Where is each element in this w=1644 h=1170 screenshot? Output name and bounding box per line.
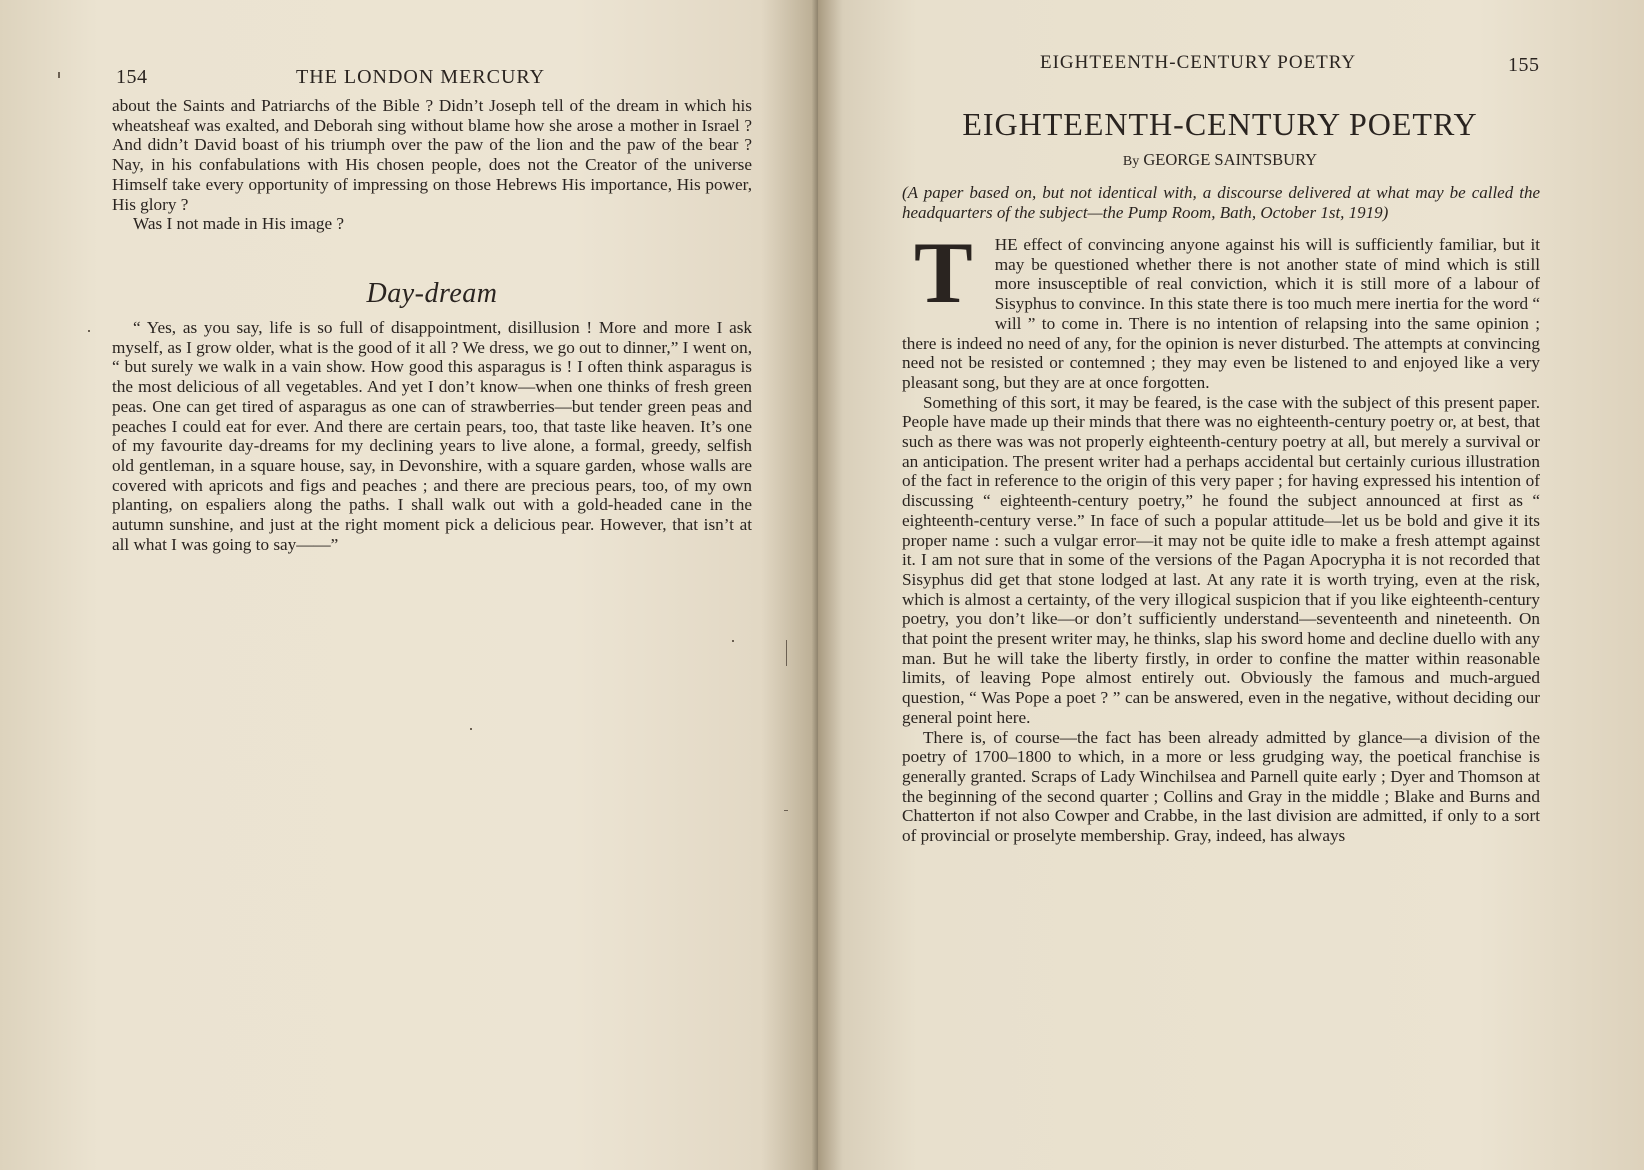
opening-paragraph: about the Saints and Patriarchs of the Bible ? Didn’t Joseph tell of the dream in which his wheatsheaf was exalted, and Deborah sing without blame how she arose a mother in Israel ? And didn’t David boast of his triumph over the paw of the lion and the paw of the bear ? Nay, in his confabulations with His chosen people, does not the Creator of the universe Himself take every opportunity of impressing on those Hebrews His importance, His power, His glory ?	[112, 96, 752, 214]
print-speck	[88, 330, 90, 332]
author-name: GEORGE SAINTSBURY	[1143, 150, 1318, 169]
left-opening-text	[112, 96, 752, 234]
paragraph-1-text: HE effect of convincing anyone against his will is sufficiently familiar, but it may be questioned whether there is not another state of mind which is still more insusceptible of real conviction, which it is still more of a labour of Sisyphus to convince. In this state there is too much mere inertia for the word “ will ” to come in. There is no intention of relapsing into the same opinion ; there is indeed no need of any, for the opinion is never disturbed. The attempts at convincing need not be resisted or contemned ; they may even be listened to and enjoyed like a very pleasant song, but they are at once forgotten.	[902, 235, 1540, 392]
right-running-head: EIGHTEENTH-CENTURY POETRY	[1040, 52, 1357, 73]
left-page	[0, 0, 818, 1170]
right-page-number: 155	[1508, 54, 1540, 76]
article-paragraph-3: There is, of course—the fact has been already admitted by glance—a division of the poetry of 1700–1800 to which, in a more or less grudging way, the poetical franchise is generally granted. Scraps of Lady Winchilsea and Parnell quite early ; Dyer and Thomson at the beginning of the second quarter ; Collins and Gray in the middle ; Blake and Burns and Chatterton if not also Cowper and Crabbe, in the last division are admitted, if only to a sort of provincial or proselyte membership. Gray, indeed, has always	[902, 727, 1540, 846]
left-page-number: 154	[116, 66, 148, 88]
print-speck	[470, 728, 472, 730]
article-paragraph-2: Something of this sort, it may be feared, is the case with the subject of this present paper. People have made up their minds that there was no eighteenth-century poetry or, at best, that such as there was was not properly eighteenth-century poetry at all, but merely a survival or an anticipation. The present writer had a perhaps accidental but certainly curious illustration of the fact in reference to the origin of this very paper ; for having expressed his intention of discussing “ eighteenth-century poetry,” he found the subject announced at first as “ eighteenth-century verse.” In face of such a popular attitude—let us be bold and give it its proper name : such a vulgar error—it may not be quite idle to make a fresh attempt against it. I am not sure that in some of the versions of the Pagan Apocrypha it is not recorded that Sisyphus did get that stone lodged at last. At any rate it is worth trying, even at the risk, which is almost a certainty, of the very illogical suspicion that if you like eighteenth-century poetry, you don’t like—or don’t sufficiently understand—seventeenth and nineteenth. On that point the present writer may, he thinks, slap his sword home and decline duello with any man. But he will take the liberty firstly, in order to confine the matter within reasonable limits, of leaving Pope almost entirely out. Obviously the famous and much-argued question, “ Was Pope a poet ? ” can be answered, even in the negative, without deciding our general point here.	[902, 392, 1540, 727]
daydream-paragraph: “ Yes, as you say, life is so full of disappointment, disillusion ! More and more I ask myself, as I grow older, what is the good of it all ? We dress, we go out to dinner,” I went on, “ but surely we walk in a vain show. How good this asparagus is ! I often think asparagus is the most delicious of all vegetables. And yet I don’t know—when one thinks of fresh green peas. One can get tired of asparagus as one can of strawberries—but tender green peas and peaches I could eat for ever. And there are certain pears, too, that taste like heaven. It’s one of my favourite day-dreams for my declining years to live alone, a formal, greedy, selfish old gentleman, in a square house, say, in Devonshire, with a square garden, whose walls are covered with apricots and figs and peaches ; and there are precious pears, too, of my own planting, on espaliers along the paths. I shall walk out with a gold-headed cane in the autumn sunshine, and just at the right moment pick a delicious pear. However, that isn’t at all what I was going to say——”	[112, 318, 752, 554]
section-title: Day-dream	[366, 278, 498, 309]
article-paragraph-1	[902, 225, 1540, 393]
byline	[900, 150, 1540, 170]
subtitle-note: (A paper based on, but not identical with, a discourse delivered at what may be called the headquarters of the subject—the Pump Room, Bath, October 1st, 1919)	[902, 183, 1540, 222]
print-speck	[784, 810, 788, 811]
article-title: EIGHTEENTH-CENTURY POETRY	[962, 106, 1478, 142]
article-body	[902, 225, 1540, 846]
print-speck	[58, 72, 60, 78]
drop-cap: T	[914, 225, 973, 322]
byline-prefix: By	[1122, 154, 1140, 169]
left-running-head: THE LONDON MERCURY	[296, 66, 546, 88]
print-speck	[732, 640, 734, 642]
print-speck	[786, 640, 787, 666]
daydream-text	[112, 318, 752, 554]
closing-line: Was I not made in His image ?	[133, 214, 345, 234]
